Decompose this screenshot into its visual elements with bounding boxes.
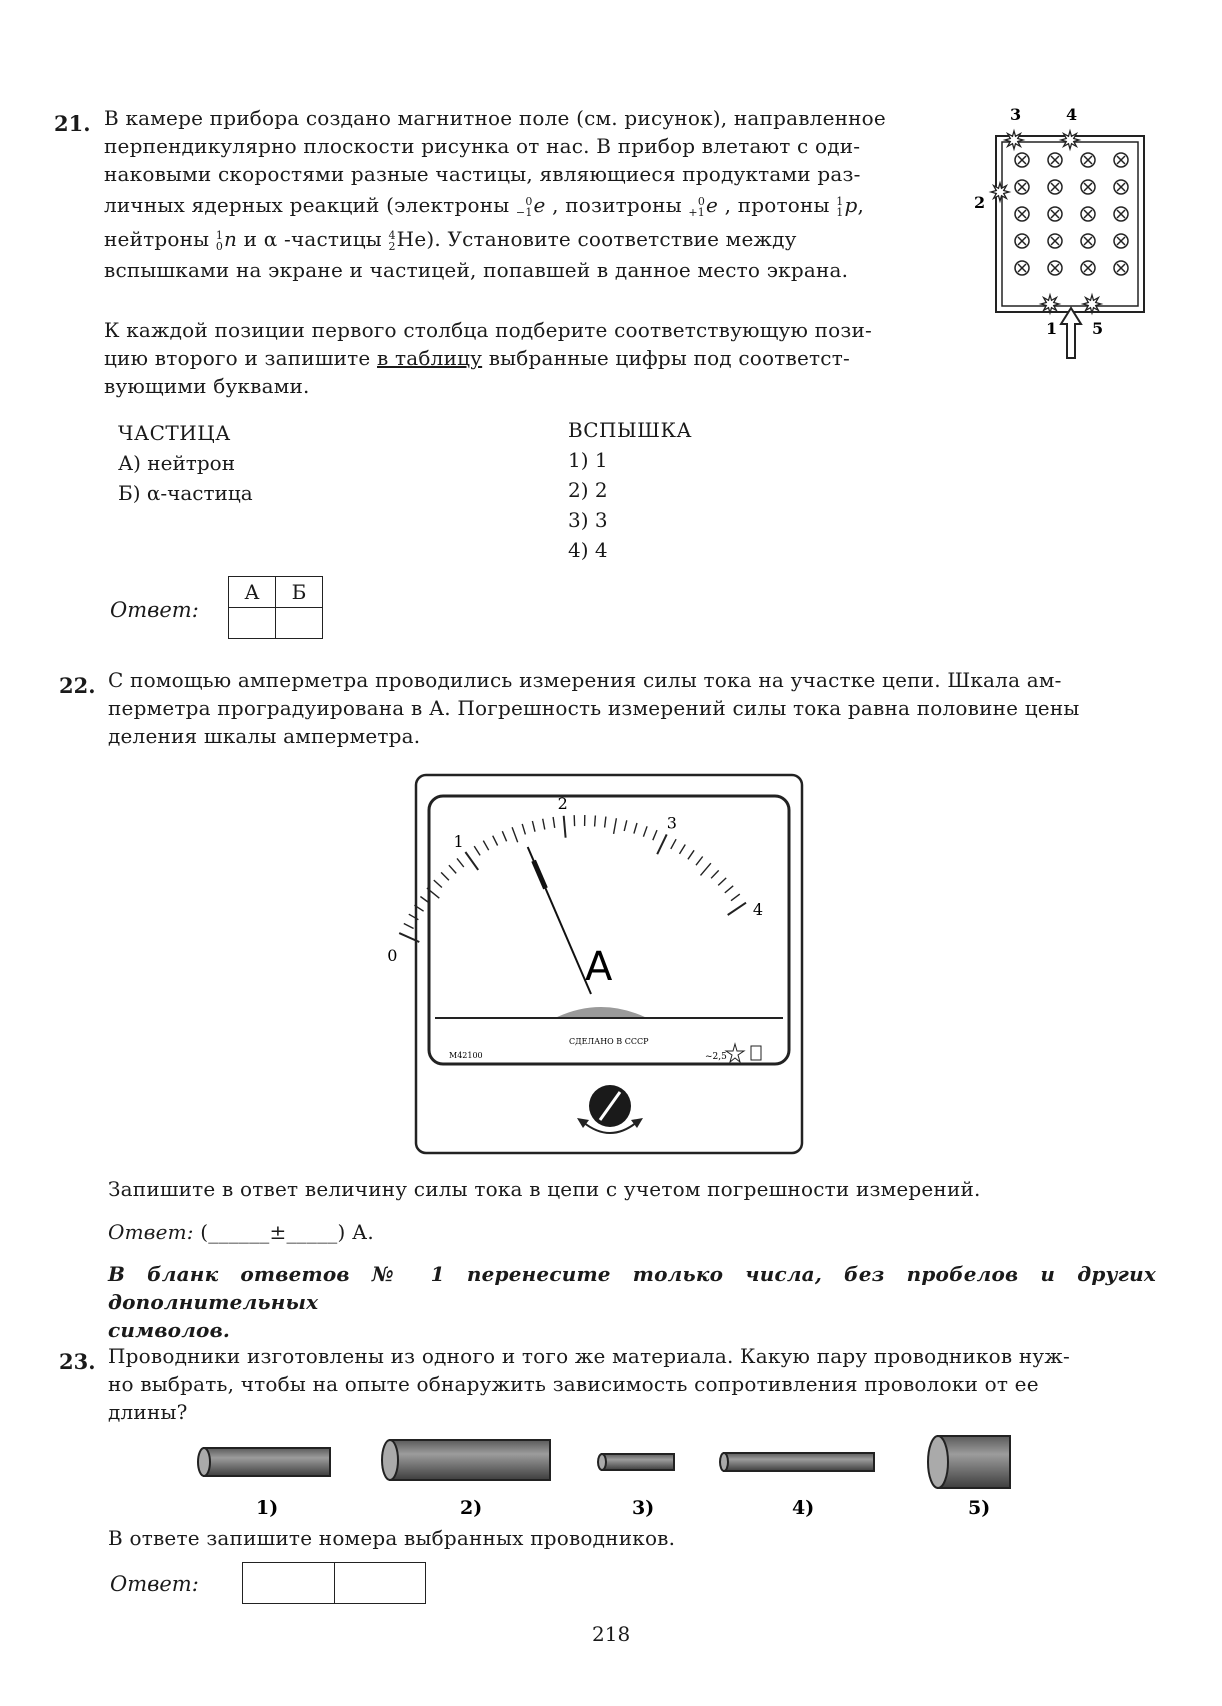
alpha-notation: 4 2 <box>388 228 396 253</box>
scale-label-3: 3 <box>666 813 677 833</box>
field-cross-icon <box>1114 153 1128 167</box>
q22-note <box>108 1260 1156 1344</box>
field-cross-icon <box>1048 234 1062 248</box>
scale-tick <box>595 816 596 827</box>
conductor-label-1: 1) <box>256 1497 279 1519</box>
made-in-label: СДЕЛАНО В СССР <box>569 1037 649 1046</box>
conductor-label-4: 4) <box>792 1497 815 1519</box>
label-5: 5 <box>1092 319 1104 338</box>
conductor-label-5: 5) <box>968 1497 991 1519</box>
label-3: 3 <box>1010 105 1022 124</box>
conductors-figure <box>196 1430 1036 1520</box>
unit-label: A <box>585 944 613 990</box>
particle-column-title: ЧАСТИЦА <box>118 421 231 445</box>
q23-task: В ответе запишите номера выбранных проводников. <box>108 1526 676 1550</box>
field-cross-icon <box>1081 234 1095 248</box>
field-cross-icon <box>1015 153 1029 167</box>
flash-column <box>568 415 692 565</box>
flash-4-icon <box>1061 131 1079 149</box>
field-cross-icon <box>1015 207 1029 221</box>
q23-text <box>108 1342 1156 1426</box>
q21-line4 <box>104 188 944 222</box>
entry-arrow <box>1061 308 1081 358</box>
model-label: М42100 <box>449 1051 483 1060</box>
field-cross-icon <box>1081 153 1095 167</box>
q23-line3: длины? <box>108 1400 188 1424</box>
flash-column-title: ВСПЫШКА <box>568 418 693 442</box>
ammeter-figure <box>387 772 805 1156</box>
ammeter-face <box>429 793 789 1064</box>
conductor-3 <box>598 1454 674 1470</box>
field-cross-icon <box>1048 261 1062 275</box>
magnetic-field-figure <box>970 100 1160 370</box>
q21-instr-line1: К каждой позиции первого столбца подберите соответствующую пози- <box>104 318 872 342</box>
electron-symbol: e <box>533 193 546 217</box>
field-cross-icon <box>1048 207 1062 221</box>
q21-line4-b: , позитроны <box>552 193 689 217</box>
positron-notation: 0 +1 <box>688 194 706 219</box>
neutron-symbol: n <box>224 227 238 251</box>
conductor-label-2: 2) <box>460 1497 483 1519</box>
flash-item-4: 4) 4 <box>568 538 608 562</box>
answer-header-a: А <box>229 577 276 608</box>
q23-line2: но выбрать, чтобы на опыте обнаружить зависимость сопротивления проволоки от ее <box>108 1372 1039 1396</box>
q23-line1: Проводники изготовлены из одного и того же материала. Какую пару проводников нуж- <box>108 1344 1070 1368</box>
label-2: 2 <box>974 193 986 212</box>
conductor-2 <box>382 1440 550 1480</box>
field-cross-icon <box>1081 207 1095 221</box>
flash-markers <box>991 131 1101 313</box>
q21-instruction <box>104 316 944 400</box>
q22-note-line2: символов. <box>108 1318 231 1342</box>
q21-line4-d: , <box>857 193 865 217</box>
field-cross-icon <box>1048 180 1062 194</box>
q21-instr-line2 <box>104 344 944 372</box>
chamber-outer <box>996 136 1144 312</box>
flash-5-icon <box>1083 295 1101 313</box>
q22-text <box>108 666 1156 750</box>
conductor-5 <box>928 1436 1010 1488</box>
q22-line1: С помощью амперметра проводились измерения силы тока на участке цепи. Шкала ам- <box>108 668 1062 692</box>
q21-line6: вспышками на экране и частицей, попавшей в данное место экрана. <box>104 258 849 282</box>
scale-label-4: 4 <box>752 900 764 919</box>
field-cross-icon <box>1114 180 1128 194</box>
field-cross-icon <box>1081 261 1095 275</box>
q21-line5 <box>104 222 944 256</box>
label-4: 4 <box>1066 105 1078 124</box>
neutron-notation: 1 0 <box>215 228 224 253</box>
q21-line5-b: и α -частицы <box>243 227 389 251</box>
flash-item-2: 2) 2 <box>568 478 608 502</box>
q22-task: Запишите в ответ величину силы тока в цепи с учетом погрешности измерений. <box>108 1177 981 1201</box>
page-number: 218 <box>592 1622 631 1646</box>
particle-item-2: Б) α-частица <box>118 481 253 505</box>
q21-line5-c: He). Установите соответствие между <box>396 227 797 251</box>
field-cross-icon <box>1081 180 1095 194</box>
electron-notation: 0 −1 <box>515 194 533 219</box>
q22-answer <box>108 1218 374 1246</box>
q22-note-line1: В бланк ответов № 1 перенесите только числа, без пробелов и других дополнительных <box>108 1262 1156 1314</box>
scale-label-1: 1 <box>453 832 464 852</box>
q21-text <box>104 104 944 284</box>
flash-list <box>568 445 692 565</box>
q21-answer-label: Ответ: <box>110 598 199 622</box>
q23-answer-box[interactable] <box>242 1562 426 1604</box>
flash-1-icon <box>1041 295 1059 313</box>
conductor-1 <box>198 1448 330 1476</box>
positron-symbol: e <box>706 193 719 217</box>
field-into-page-symbols <box>1015 153 1128 275</box>
field-cross-icon <box>1114 234 1128 248</box>
field-cross-icon <box>1015 180 1029 194</box>
field-cross-icon <box>1048 153 1062 167</box>
scale-label-0: 0 <box>387 946 398 966</box>
proton-notation: 1 1 <box>836 194 844 219</box>
q21-line4-a: личных ядерных реакций (электроны <box>104 193 516 217</box>
scale-tick <box>404 924 414 929</box>
flash-2-icon <box>991 183 1009 201</box>
answer-cell-b[interactable] <box>276 608 323 639</box>
proton-symbol: p <box>844 193 858 217</box>
q23-number: 23. <box>59 1349 96 1374</box>
flash-3-icon <box>1005 131 1023 149</box>
q23-answer-label: Ответ: <box>110 1572 199 1596</box>
q22-answer-label: Ответ: <box>108 1220 194 1244</box>
conductor-label-3: 3) <box>632 1497 655 1519</box>
answer-header-b: Б <box>276 577 323 608</box>
q22-line3: деления шкалы амперметра. <box>108 724 421 748</box>
q21-line1: В камере прибора создано магнитное поле (см. рисунок), направленное <box>104 106 886 130</box>
particle-column <box>118 418 253 508</box>
field-cross-icon <box>1015 234 1029 248</box>
q21-instr-underlined: в таблицу <box>377 346 483 370</box>
q21-line2: перпендикулярно плоскости рисунка от нас. В прибор влетают с оди- <box>104 134 861 158</box>
q22-answer-template[interactable]: (______±_____) А. <box>193 1220 374 1244</box>
q21-line4-c: , протоны <box>724 193 837 217</box>
label-1: 1 <box>1046 319 1058 338</box>
q21-line5-a: нейтроны <box>104 227 216 251</box>
accuracy-class: ~2,5 <box>705 1052 727 1062</box>
q23-answer-cell-1[interactable] <box>243 1563 335 1603</box>
scale-label-2: 2 <box>557 793 568 813</box>
q22-number: 22. <box>59 673 96 698</box>
q21-instr-line2-a: цию второго и запишите <box>104 346 378 370</box>
q23-answer-cell-2[interactable] <box>335 1563 426 1603</box>
q21-line3: наковыми скоростями разные частицы, являющиеся продуктами раз- <box>104 162 861 186</box>
particle-list <box>118 448 253 508</box>
q21-instr-line3: вующими буквами. <box>104 374 310 398</box>
particle-item-1: А) нейтрон <box>118 451 236 475</box>
q22-line2: перметра проградуирована в А. Погрешность измерений силы тока равна половине цены <box>108 696 1080 720</box>
field-cross-icon <box>1015 261 1029 275</box>
field-cross-icon <box>1114 261 1128 275</box>
q21-answer-table[interactable] <box>228 576 323 639</box>
conductor-4 <box>720 1453 874 1471</box>
q21-number: 21. <box>54 111 91 136</box>
flash-item-3: 3) 3 <box>568 508 608 532</box>
flash-item-1: 1) 1 <box>568 448 608 472</box>
field-cross-icon <box>1114 207 1128 221</box>
answer-cell-a[interactable] <box>229 608 276 639</box>
q21-instr-line2-b: выбранные цифры под соответст- <box>482 346 850 370</box>
